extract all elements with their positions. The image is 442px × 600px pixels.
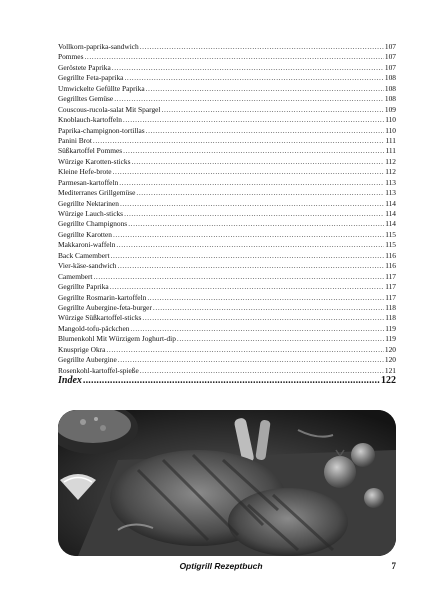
- leader-dots: [131, 157, 384, 167]
- toc-entry-title: Würzige Lauch-sticks: [58, 209, 124, 218]
- toc-entry[interactable]: [58, 167, 396, 177]
- toc-entry[interactable]: [58, 52, 396, 62]
- toc-entry[interactable]: [58, 199, 396, 209]
- toc-entry-title: Süßkartoffel Pommes: [58, 146, 123, 156]
- leader-dots: [140, 42, 384, 52]
- toc-entry[interactable]: [58, 94, 396, 104]
- toc-entry-page: 121: [384, 365, 396, 375]
- toc-entry-page: 108: [384, 94, 396, 104]
- toc-entry-title: Paprika-champignon-tortillas: [58, 125, 145, 135]
- leader-dots: [112, 63, 384, 73]
- toc-entry-page: 116: [385, 261, 396, 271]
- toc-entry-title: Back Camembert: [58, 250, 110, 260]
- toc-entry-page: 113: [385, 177, 396, 187]
- toc-entry-page: 115: [385, 240, 396, 250]
- toc-entry-title: Pommes: [58, 52, 84, 62]
- leader-dots: [124, 73, 383, 83]
- toc-entry-page: 107: [384, 42, 396, 51]
- leader-dots: [123, 146, 384, 156]
- toc-entry-title: Knusprige Okra: [58, 344, 106, 354]
- toc-entry-page: 114: [385, 219, 396, 229]
- leader-dots: [146, 126, 385, 136]
- toc-entry-title: Parmesan-kartoffeln: [58, 177, 119, 187]
- toc-entry-title: Gegrillte Aubergine: [58, 355, 117, 365]
- toc-entry[interactable]: [58, 334, 396, 344]
- toc-index-entry[interactable]: [58, 375, 396, 386]
- leader-dots: [106, 345, 383, 355]
- toc-entry-page: 108: [384, 73, 396, 83]
- toc-entry-page: 109: [384, 104, 396, 114]
- table-of-contents: [58, 42, 396, 376]
- toc-entry[interactable]: [58, 105, 396, 115]
- toc-entry[interactable]: [58, 157, 396, 167]
- toc-entry-title: Camembert: [58, 271, 93, 281]
- toc-entry-title: Umwickelte Gefüllte Paprika: [58, 83, 145, 93]
- toc-entry[interactable]: [58, 251, 396, 261]
- toc-entry-page: 110: [385, 125, 396, 135]
- leader-dots: [177, 334, 384, 344]
- toc-entry[interactable]: [58, 146, 396, 156]
- leader-dots: [120, 199, 384, 209]
- toc-entry[interactable]: [58, 84, 396, 94]
- toc-entry[interactable]: [58, 355, 396, 365]
- grilled-steak-photo: [58, 410, 396, 556]
- toc-entry[interactable]: [58, 188, 396, 198]
- index-page-number: 122: [381, 375, 396, 386]
- leader-dots: [116, 240, 384, 250]
- leader-dots: [113, 167, 385, 177]
- toc-entry-page: 120: [384, 344, 396, 354]
- toc-entry-title: Gegrillte Feta-paprika: [58, 73, 124, 83]
- leader-dots: [110, 282, 384, 292]
- toc-entry-title: Gegrillte Nektarinen: [58, 198, 119, 208]
- toc-entry-title: Couscous-rucola-salat Mit Spargel: [58, 104, 161, 114]
- leader-dots: [113, 230, 384, 240]
- toc-entry[interactable]: [58, 209, 396, 219]
- toc-entry[interactable]: [58, 240, 396, 250]
- toc-entry-title: Vier-käse-sandwich: [58, 261, 117, 271]
- toc-entry-title: Gegrillte Rosmarin-kartoffeln: [58, 292, 147, 302]
- leader-dots: [146, 84, 384, 94]
- leader-dots: [118, 355, 384, 365]
- toc-entry[interactable]: [58, 115, 396, 125]
- toc-entry[interactable]: [58, 282, 396, 292]
- toc-entry-title: Knoblauch-kartoffeln: [58, 115, 122, 125]
- leader-dots: [147, 293, 384, 303]
- toc-entry-title: Kleine Hefe-brote: [58, 167, 112, 177]
- toc-entry[interactable]: [58, 261, 396, 271]
- leader-dots: [162, 105, 384, 115]
- toc-entry[interactable]: [58, 73, 396, 83]
- toc-entry-page: 112: [385, 167, 396, 177]
- leader-dots: [123, 115, 384, 125]
- toc-entry-title: Gegrillte Champignons: [58, 219, 128, 229]
- toc-entry-title: Mediterranes Grillgemüse: [58, 188, 136, 198]
- toc-entry[interactable]: [58, 324, 396, 334]
- toc-entry-page: 117: [385, 292, 396, 302]
- leader-dots: [83, 375, 380, 386]
- toc-entry-page: 111: [385, 146, 396, 156]
- leader-dots: [124, 209, 384, 219]
- toc-entry-page: 111: [385, 135, 396, 145]
- toc-entry-title: Gegrillte Karotten: [58, 229, 112, 239]
- book-title: Optigrill Rezeptbuch: [179, 561, 263, 571]
- toc-entry-page: 107: [384, 52, 396, 62]
- toc-entry-page: 118: [385, 313, 396, 323]
- toc-entry[interactable]: [58, 293, 396, 303]
- leader-dots: [128, 219, 384, 229]
- toc-entry-page: 115: [385, 229, 396, 239]
- toc-entry-page: 119: [385, 323, 396, 333]
- toc-entry[interactable]: [58, 63, 396, 73]
- toc-entry-title: Gegrillte Aubergine-feta-burger: [58, 302, 152, 312]
- toc-entry-page: 112: [385, 156, 396, 166]
- page-footer: [0, 561, 442, 575]
- leader-dots: [136, 188, 384, 198]
- toc-entry[interactable]: [58, 230, 396, 240]
- toc-entry-title: Geröstete Paprika: [58, 62, 111, 72]
- toc-entry-title: Gegrilltes Gemüse: [58, 94, 114, 104]
- toc-entry-title: Panini Brot: [58, 135, 92, 145]
- toc-entry[interactable]: [58, 303, 396, 313]
- toc-entry-page: 113: [385, 188, 396, 198]
- leader-dots: [93, 272, 384, 282]
- toc-entry[interactable]: [58, 178, 396, 188]
- index-title: Index: [58, 375, 82, 386]
- toc-entry-page: 108: [384, 83, 396, 93]
- toc-entry-title: Würzige Süßkartoffel-sticks: [58, 313, 142, 323]
- toc-entry-page: 110: [385, 115, 396, 125]
- toc-entry[interactable]: [58, 345, 396, 355]
- toc-entry-page: 118: [385, 302, 396, 312]
- leader-dots: [84, 52, 383, 62]
- toc-entry-title: Vollkorn-paprika-sandwich: [58, 42, 139, 51]
- toc-entry-page: 114: [385, 198, 396, 208]
- toc-entry-title: Rosenkohl-kartoffel-spieße: [58, 365, 139, 375]
- toc-entry-title: Gegrillte Paprika: [58, 282, 109, 292]
- toc-entry-page: 120: [384, 355, 396, 365]
- leader-dots: [93, 136, 385, 146]
- toc-entry[interactable]: [58, 136, 396, 146]
- leader-dots: [114, 94, 384, 104]
- toc-entry[interactable]: [58, 42, 396, 52]
- leader-dots: [111, 251, 385, 261]
- toc-entry[interactable]: [58, 126, 396, 136]
- toc-entry-page: 116: [385, 250, 396, 260]
- leader-dots: [142, 313, 384, 323]
- leader-dots: [119, 178, 384, 188]
- toc-entry-page: 114: [385, 209, 396, 218]
- toc-entry-page: 119: [385, 334, 396, 344]
- toc-entry-title: Würzige Karotten-sticks: [58, 156, 131, 166]
- toc-entry[interactable]: [58, 313, 396, 323]
- toc-entry[interactable]: [58, 219, 396, 229]
- leader-dots: [118, 261, 385, 271]
- toc-entry-title: Makkaroni-waffeln: [58, 240, 116, 250]
- toc-entry-page: 107: [384, 62, 396, 72]
- toc-entry-page: 117: [385, 271, 396, 281]
- toc-entry[interactable]: [58, 272, 396, 282]
- leader-dots: [153, 303, 384, 313]
- leader-dots: [130, 324, 384, 334]
- page-number: 7: [391, 561, 396, 571]
- toc-entry-title: Blumenkohl Mit Würzigem Joghurt-dip: [58, 334, 176, 344]
- toc-entry-page: 117: [385, 282, 396, 292]
- toc-entry-title: Mangold-tofu-päckchen: [58, 323, 130, 333]
